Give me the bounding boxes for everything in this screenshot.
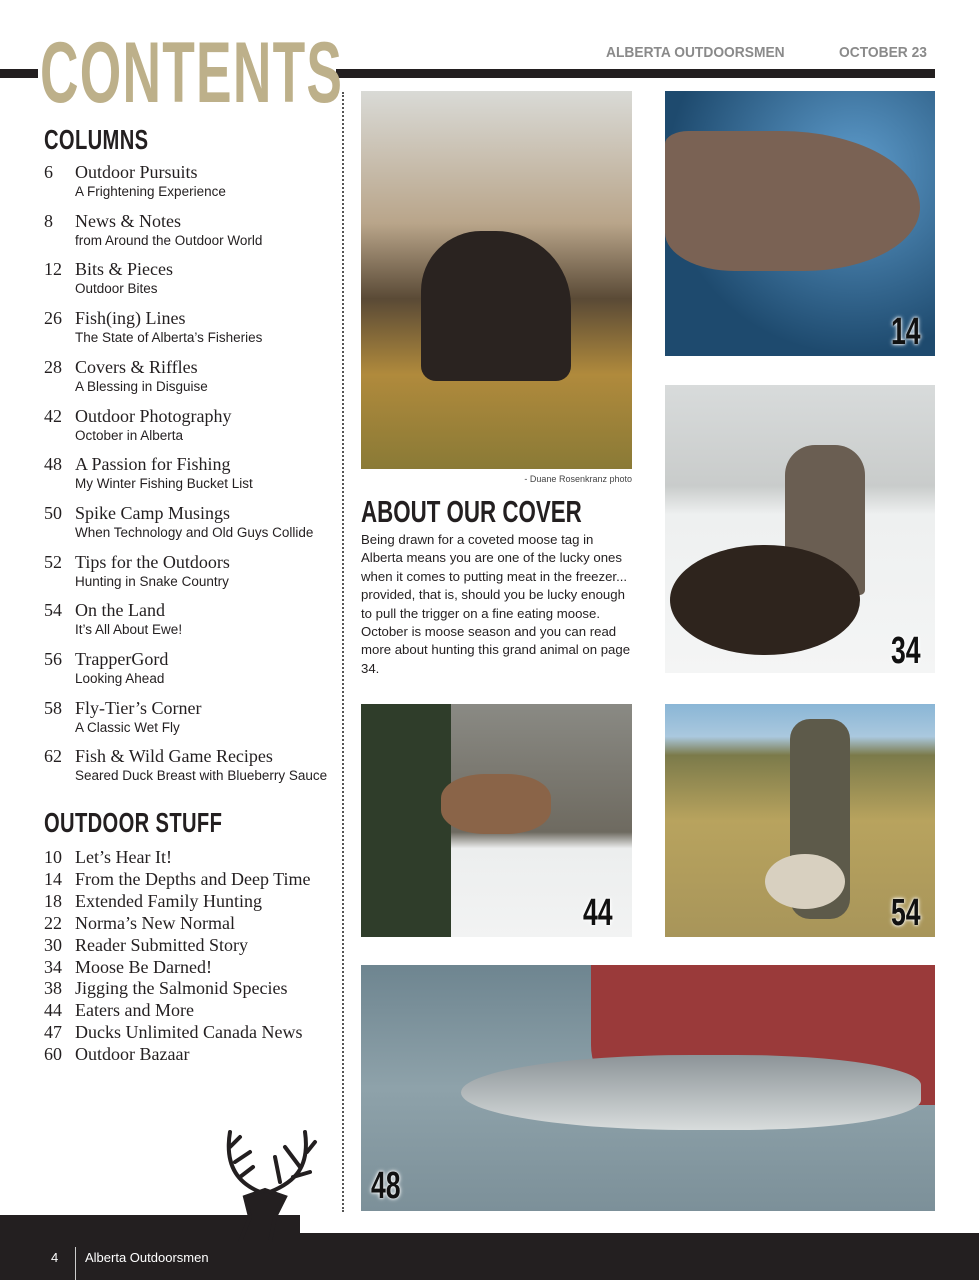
entry-subtitle: My Winter Fishing Bucket List [75, 476, 253, 492]
entry-page: 10 [44, 847, 62, 867]
entry-title: News & Notes [75, 210, 181, 231]
page-number-badge: 54 [891, 892, 921, 934]
entry-title: Moose Be Darned! [75, 956, 212, 977]
entry-subtitle: A Classic Wet Fly [75, 719, 180, 735]
entry-page: 60 [44, 1044, 62, 1065]
page-number-badge: 34 [891, 630, 921, 672]
column-entry[interactable] [44, 600, 339, 644]
entry-title: Let’s Hear It! [75, 847, 172, 867]
entry-title: Eaters and More [75, 1000, 194, 1021]
column-entry[interactable] [44, 406, 339, 450]
entry-subtitle: The State of Alberta’s Fisheries [75, 330, 263, 346]
entry-page: 58 [44, 697, 62, 718]
entry-page: 62 [44, 746, 62, 767]
column-entry[interactable] [44, 552, 339, 596]
moose-hunter-photo[interactable] [665, 385, 935, 673]
entry-page: 48 [44, 454, 62, 475]
entry-page: 52 [44, 551, 62, 572]
entry-title: Fish & Wild Game Recipes [75, 746, 273, 767]
feature-entry[interactable] [44, 1000, 339, 1021]
issue-date: OCTOBER 23 [839, 44, 927, 61]
about-cover-text: Being drawn for a coveted moose tag in Alberta means you are one of the lucky ones when it comes to putting meat in the freezer... provided, that is, should you be lucky enough to pull the trigger on a fine eating moose. October is moose season and you can read more about hunting this grand animal on page 34. [361, 532, 631, 676]
feature-entry[interactable] [44, 869, 339, 890]
entry-title: Fish(ing) Lines [75, 308, 186, 329]
publication-name: ALBERTA OUTDOORSMEN [606, 44, 785, 61]
entry-subtitle: Hunting in Snake Country [75, 573, 229, 589]
entry-title: Reader Submitted Story [75, 934, 248, 955]
column-entry[interactable] [44, 649, 339, 693]
entry-subtitle: It’s All About Ewe! [75, 622, 183, 638]
entry-subtitle: October in Alberta [75, 427, 184, 443]
trout-photo[interactable] [361, 965, 935, 1211]
feature-entry[interactable] [44, 1044, 339, 1065]
column-entry[interactable] [44, 357, 339, 401]
page-number-badge: 14 [891, 311, 921, 353]
page-number-badge: 44 [583, 892, 613, 934]
entry-subtitle: A Frightening Experience [75, 184, 226, 199]
feature-entry[interactable] [44, 913, 339, 934]
entry-page: 54 [44, 600, 62, 621]
entry-subtitle: Outdoor Bites [75, 281, 158, 297]
entry-page: 38 [44, 978, 62, 999]
entry-subtitle: Seared Duck Breast with Blueberry Sauce [75, 768, 328, 784]
entry-page: 56 [44, 649, 62, 669]
feature-entry[interactable] [44, 847, 339, 868]
sturgeon-photo[interactable] [665, 91, 935, 356]
footer-divider [75, 1247, 76, 1280]
entry-page: 28 [44, 356, 62, 377]
feature-entry[interactable] [44, 1022, 339, 1043]
footer-publication: Alberta Outdoorsmen [85, 1250, 209, 1265]
entry-title: Bits & Pieces [75, 259, 173, 280]
entry-page: 26 [44, 308, 62, 329]
entry-subtitle: A Blessing in Disguise [75, 378, 208, 394]
entry-page: 30 [44, 934, 62, 955]
elk-photo[interactable] [361, 704, 632, 937]
entry-title: Extended Family Hunting [75, 890, 262, 911]
column-entry[interactable] [44, 503, 339, 547]
entry-title: Norma’s New Normal [75, 912, 235, 933]
entry-title: From the Depths and Deep Time [75, 868, 311, 889]
entry-page: 6 [44, 162, 53, 182]
column-entry[interactable] [44, 162, 339, 206]
entry-title: Outdoor Bazaar [75, 1044, 190, 1065]
photo-credit: - Duane Rosenkranz photo [524, 474, 632, 484]
entry-page: 14 [44, 868, 62, 889]
entry-title: Spike Camp Musings [75, 502, 231, 523]
entry-title: Fly-Tier’s Corner [75, 697, 202, 718]
cover-moose-photo [361, 91, 632, 469]
entry-title: Outdoor Pursuits [75, 162, 198, 182]
entry-page: 8 [44, 210, 53, 231]
column-entry[interactable] [44, 211, 339, 255]
entry-title: Tips for the Outdoors [75, 551, 230, 572]
entry-subtitle: from Around the Outdoor World [75, 232, 263, 248]
header-rule-right [336, 69, 935, 78]
entry-page: 22 [44, 912, 62, 933]
entry-page: 44 [44, 1000, 62, 1021]
entry-title: On the Land [75, 600, 165, 621]
outdoor-stuff-heading: OUTDOOR STUFF [44, 807, 223, 838]
entry-page: 47 [44, 1022, 62, 1043]
entry-title: Ducks Unlimited Canada News [75, 1022, 303, 1043]
footer-page-number: 4 [51, 1250, 59, 1265]
entry-title: TrapperGord [75, 649, 169, 669]
page-title: CONTENTS [40, 25, 344, 121]
entry-title: Jigging the Salmonid Species [75, 978, 288, 999]
entry-title: Covers & Riffles [75, 356, 198, 377]
entry-subtitle: When Technology and Old Guys Collide [75, 524, 314, 540]
column-entry[interactable] [44, 308, 339, 352]
entry-subtitle: Looking Ahead [75, 671, 165, 686]
entry-title: A Passion for Fishing [75, 454, 231, 475]
column-entry[interactable] [44, 698, 339, 742]
feature-entry[interactable] [44, 978, 339, 999]
column-entry[interactable] [44, 454, 339, 498]
column-entry[interactable] [44, 746, 339, 790]
sheep-hunt-photo[interactable] [665, 704, 935, 937]
feature-entry[interactable] [44, 935, 339, 956]
header-rule-left [0, 69, 38, 78]
column-divider [342, 92, 344, 1212]
entry-page: 18 [44, 890, 62, 911]
entry-page: 12 [44, 259, 62, 280]
entry-page: 34 [44, 956, 62, 977]
entry-page: 50 [44, 502, 62, 523]
deer-silhouette-icon [215, 1122, 325, 1242]
entry-title: Outdoor Photography [75, 405, 232, 426]
page-number-badge: 48 [371, 1165, 401, 1207]
column-entry[interactable] [44, 259, 339, 303]
feature-entry[interactable] [44, 957, 339, 978]
about-cover-heading: ABOUT OUR COVER [361, 494, 582, 529]
feature-entry[interactable] [44, 891, 339, 912]
columns-heading: COLUMNS [44, 124, 149, 155]
entry-page: 42 [44, 405, 62, 426]
